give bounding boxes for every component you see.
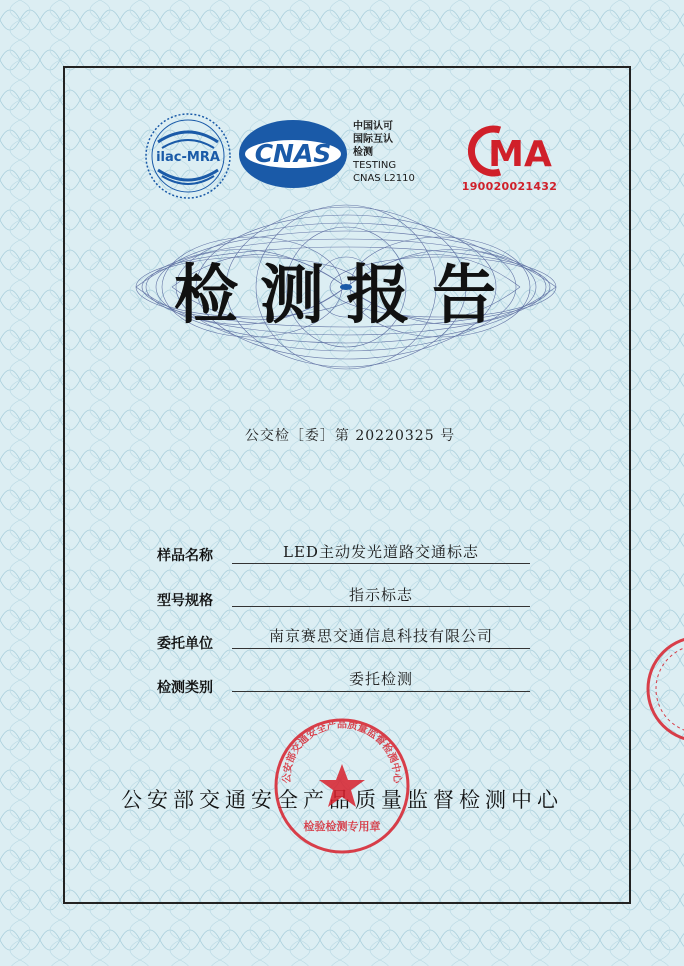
field-label-sample-name: 样品名称 [157, 548, 213, 564]
cnas-logo-text: CNAS [254, 139, 332, 168]
field-label-client: 委托单位 [157, 636, 213, 652]
cnas-caption-line: 检测 [353, 147, 373, 158]
issuing-organization: 公安部交通安全产品质量监督检测中心 [121, 788, 563, 812]
field-underline [232, 648, 530, 649]
red-star-icon [319, 764, 365, 807]
report-title: 检测报告 [174, 258, 518, 333]
cma-number: 190020021432 [461, 180, 558, 193]
partial-seal-stamp [638, 634, 684, 744]
cnas-logo [237, 118, 349, 190]
ilac-logo-text: ilac-MRA [156, 150, 220, 165]
cnas-caption-line: TESTING [353, 160, 397, 171]
cnas-caption-line: 中国认可 [353, 121, 393, 132]
field-label-test-type: 检测类别 [157, 680, 213, 696]
cnas-caption-line: CNAS L2110 [353, 173, 415, 184]
field-label-model-spec: 型号规格 [157, 593, 213, 609]
report-number: 公交检［委］第 20220325 号 [244, 428, 456, 444]
field-value-client: 南京赛思交通信息科技有限公司 [268, 627, 493, 645]
field-value-sample-name: LED主动发光道路交通标志 [283, 543, 479, 561]
cnas-caption-line: 国际互认 [353, 134, 393, 145]
stamp-bottom-text: 检验检测专用章 [303, 820, 381, 833]
field-underline [232, 563, 530, 564]
cma-logo-text: MA [488, 134, 552, 175]
stamp-ring-text: 公安部交通安全产品质量监督检测中心 [281, 719, 403, 784]
field-underline [232, 691, 530, 692]
cma-logo [462, 124, 556, 178]
field-underline [232, 606, 530, 607]
ilac-mra-logo [142, 112, 234, 200]
cnas-caption [353, 120, 443, 185]
field-value-test-type: 委托检测 [348, 670, 413, 688]
field-value-model-spec: 指示标志 [348, 586, 413, 604]
official-seal-stamp [272, 716, 412, 856]
